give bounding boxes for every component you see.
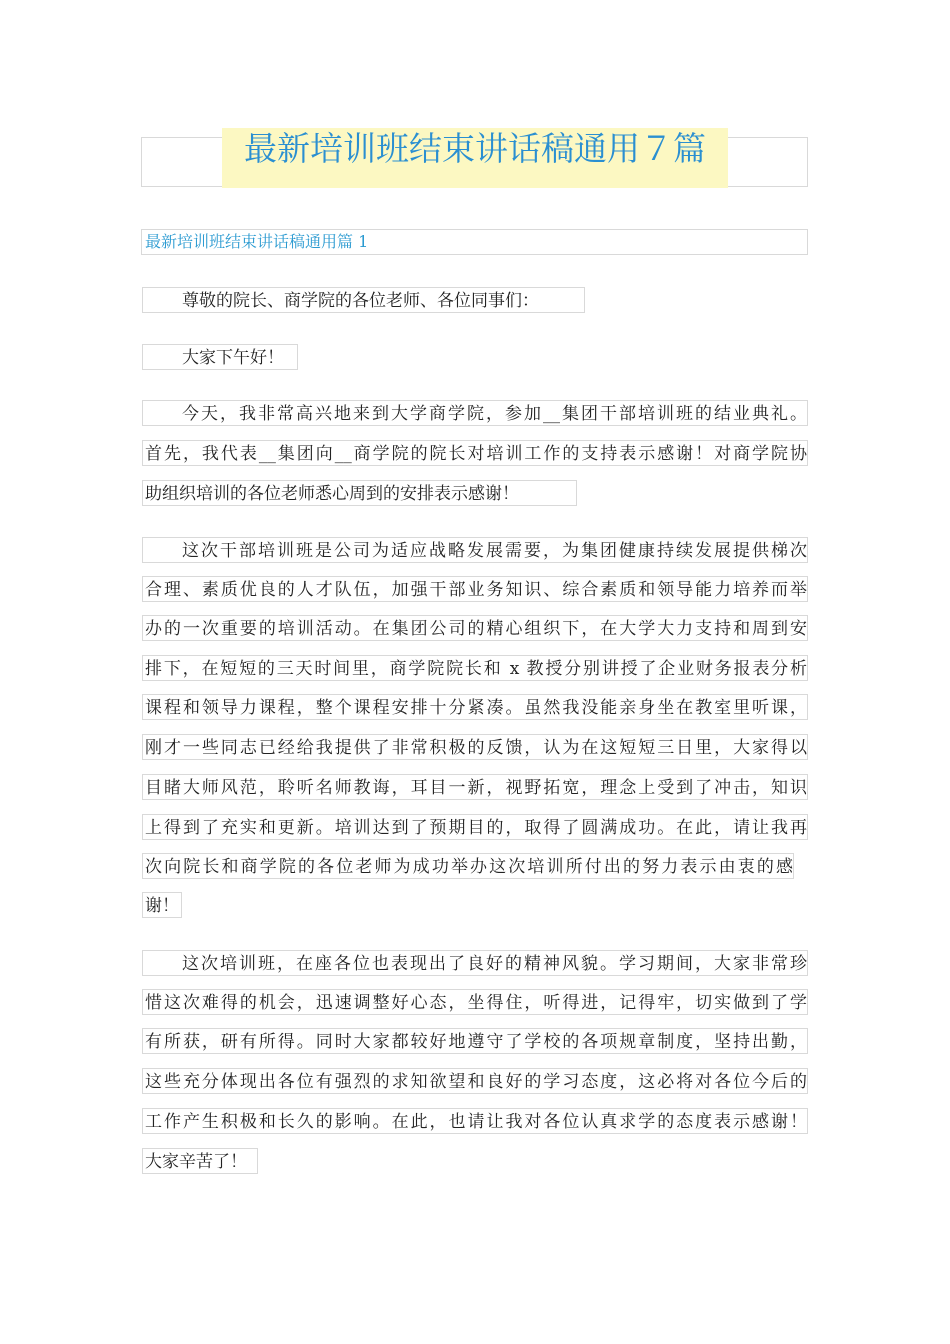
paragraph-1-line: 首先，我代表__集团向__商学院的院长对培训工作的支持表示感谢！对商学院协 bbox=[142, 440, 808, 466]
paragraph-2-line: 刚才一些同志已经给我提供了非常积极的反馈，认为在这短短三日里，大家得以 bbox=[142, 734, 808, 760]
paragraph-1-line: 助组织培训的各位老师悉心周到的安排表示感谢！ bbox=[142, 480, 577, 506]
paragraph-2-line: 排下，在短短的三天时间里，商学院院长和 x 教授分别讲授了企业财务报表分析 bbox=[142, 655, 808, 681]
paragraph-2-line: 谢！ bbox=[142, 892, 182, 918]
paragraph-3-line: 这次培训班，在座各位也表现出了良好的精神风貌。学习期间，大家非常珍 bbox=[142, 950, 808, 976]
paragraph-2-line: 上得到了充实和更新。培训达到了预期目的，取得了圆满成功。在此，请让我再 bbox=[142, 814, 808, 840]
paragraph-2-line: 这次干部培训班是公司为适应战略发展需要，为集团健康持续发展提供梯次 bbox=[142, 537, 808, 563]
section-heading: 最新培训班结束讲话稿通用篇 1 bbox=[145, 232, 369, 251]
paragraph-3-line: 工作产生积极和长久的影响。在此，也请让我对各位认真求学的态度表示感谢！ bbox=[142, 1108, 808, 1134]
paragraph-3-line: 惜这次难得的机会，迅速调整好心态，坐得住，听得进，记得牢，切实做到了学 bbox=[142, 989, 808, 1015]
document-title: 最新培训班结束讲话稿通用７篇 bbox=[244, 129, 706, 168]
paragraph-3-line: 这些充分体现出各位有强烈的求知欲望和良好的学习态度，这必将对各位今后的 bbox=[142, 1068, 808, 1094]
paragraph-2-line: 次向院长和商学院的各位老师为成功举办这次培训所付出的努力表示由衷的感 bbox=[142, 853, 794, 879]
paragraph-1-line: 今天，我非常高兴地来到大学商学院，参加__集团干部培训班的结业典礼。 bbox=[142, 400, 808, 426]
paragraph-2-line: 目睹大师风范，聆听名师教诲，耳目一新，视野拓宽，理念上受到了冲击，知识 bbox=[142, 774, 808, 800]
paragraph-3-line: 大家辛苦了！ bbox=[142, 1148, 258, 1174]
paragraph-3-line: 有所获，研有所得。同时大家都较好地遵守了学校的各项规章制度，坚持出勤， bbox=[142, 1028, 808, 1054]
greeting-line: 尊敬的院长、商学院的各位老师、各位同事们： bbox=[142, 287, 585, 313]
paragraph-2-line: 合理、素质优良的人才队伍，加强干部业务知识、综合素质和领导能力培养而举 bbox=[142, 576, 808, 602]
salutation-line: 大家下午好！ bbox=[142, 344, 298, 370]
paragraph-2-line: 课程和领导力课程，整个课程安排十分紧凑。虽然我没能亲身坐在教室里听课， bbox=[142, 694, 808, 720]
paragraph-2-line: 办的一次重要的培训活动。在集团公司的精心组织下，在大学大力支持和周到安 bbox=[142, 615, 808, 641]
